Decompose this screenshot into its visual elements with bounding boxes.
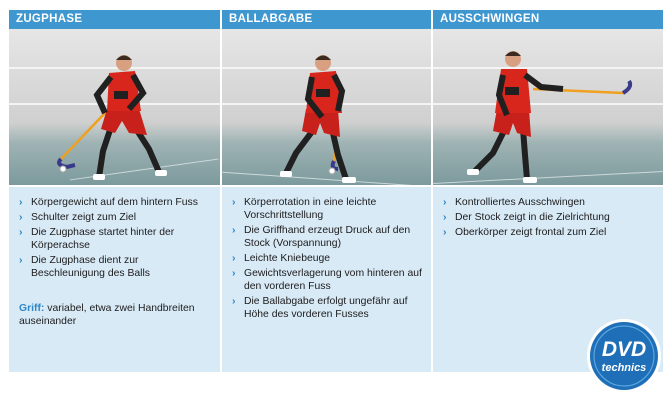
list-item: › Kontrolliertes Ausschwingen — [443, 196, 585, 208]
list-item: › Schulter zeigt zum Ziel — [19, 211, 137, 223]
list-item: › Die Zugphase dient zur Beschleunigung des Balls — [19, 254, 150, 279]
dvd-technics-logo — [586, 318, 662, 394]
panel-body — [9, 187, 220, 372]
bullet-list — [232, 196, 423, 321]
panel-title: AUSSCHWINGEN — [433, 10, 663, 29]
chevron-right-icon: › — [232, 196, 236, 208]
chevron-right-icon: › — [19, 196, 23, 208]
panel-ballabgabe — [222, 10, 431, 372]
list-item: › Der Stock zeigt in die Zielrichtung — [443, 211, 610, 223]
badge-line1: DVD — [601, 338, 647, 361]
list-item: › Die Zugphase startet hinter der Körperachse — [19, 226, 175, 251]
chevron-right-icon: › — [232, 267, 236, 279]
photo-ausschwingen — [433, 29, 663, 187]
panel-body — [222, 187, 431, 372]
chevron-right-icon: › — [443, 196, 447, 208]
chevron-right-icon: › — [19, 211, 23, 223]
list-item: › Leichte Kniebeuge — [232, 252, 331, 264]
photo-ballabgabe — [222, 29, 431, 187]
panel-title: BALLABGABE — [222, 10, 431, 29]
chevron-right-icon: › — [19, 254, 23, 266]
grip-note — [19, 302, 212, 328]
photo-zugphase — [9, 29, 220, 187]
chevron-right-icon: › — [232, 295, 236, 307]
chevron-right-icon: › — [443, 226, 447, 238]
panel-zugphase — [9, 10, 220, 372]
list-item: › Körpergewicht auf dem hintern Fuss — [19, 196, 198, 208]
chevron-right-icon: › — [232, 224, 236, 236]
chevron-right-icon: › — [19, 226, 23, 238]
grip-label: Griff: — [19, 303, 45, 314]
bullet-list — [19, 196, 212, 280]
player-figure — [9, 29, 220, 187]
chevron-right-icon: › — [232, 252, 236, 264]
badge-line2: technics — [601, 362, 647, 374]
list-item: › Gewichtsverlagerung vom hinteren auf den vorderen Fuss — [232, 267, 422, 292]
grip-text: variabel, etwa zwei Handbreiten auseinander — [19, 303, 195, 327]
panel-title: ZUGPHASE — [9, 10, 220, 29]
list-item: › Oberkörper zeigt frontal zum Ziel — [443, 226, 607, 238]
player-figure — [222, 29, 431, 187]
bullet-list — [443, 196, 655, 239]
chevron-right-icon: › — [443, 211, 447, 223]
list-item: › Die Griffhand erzeugt Druck auf den Stock (Vorspannung) — [232, 224, 411, 249]
list-item: › Die Ballabgabe erfolgt ungefähr auf Höhe des vorderen Fusses — [232, 295, 408, 320]
player-figure — [433, 29, 663, 187]
list-item: › Körperrotation in eine leichte Vorschrittstellung — [232, 196, 377, 221]
